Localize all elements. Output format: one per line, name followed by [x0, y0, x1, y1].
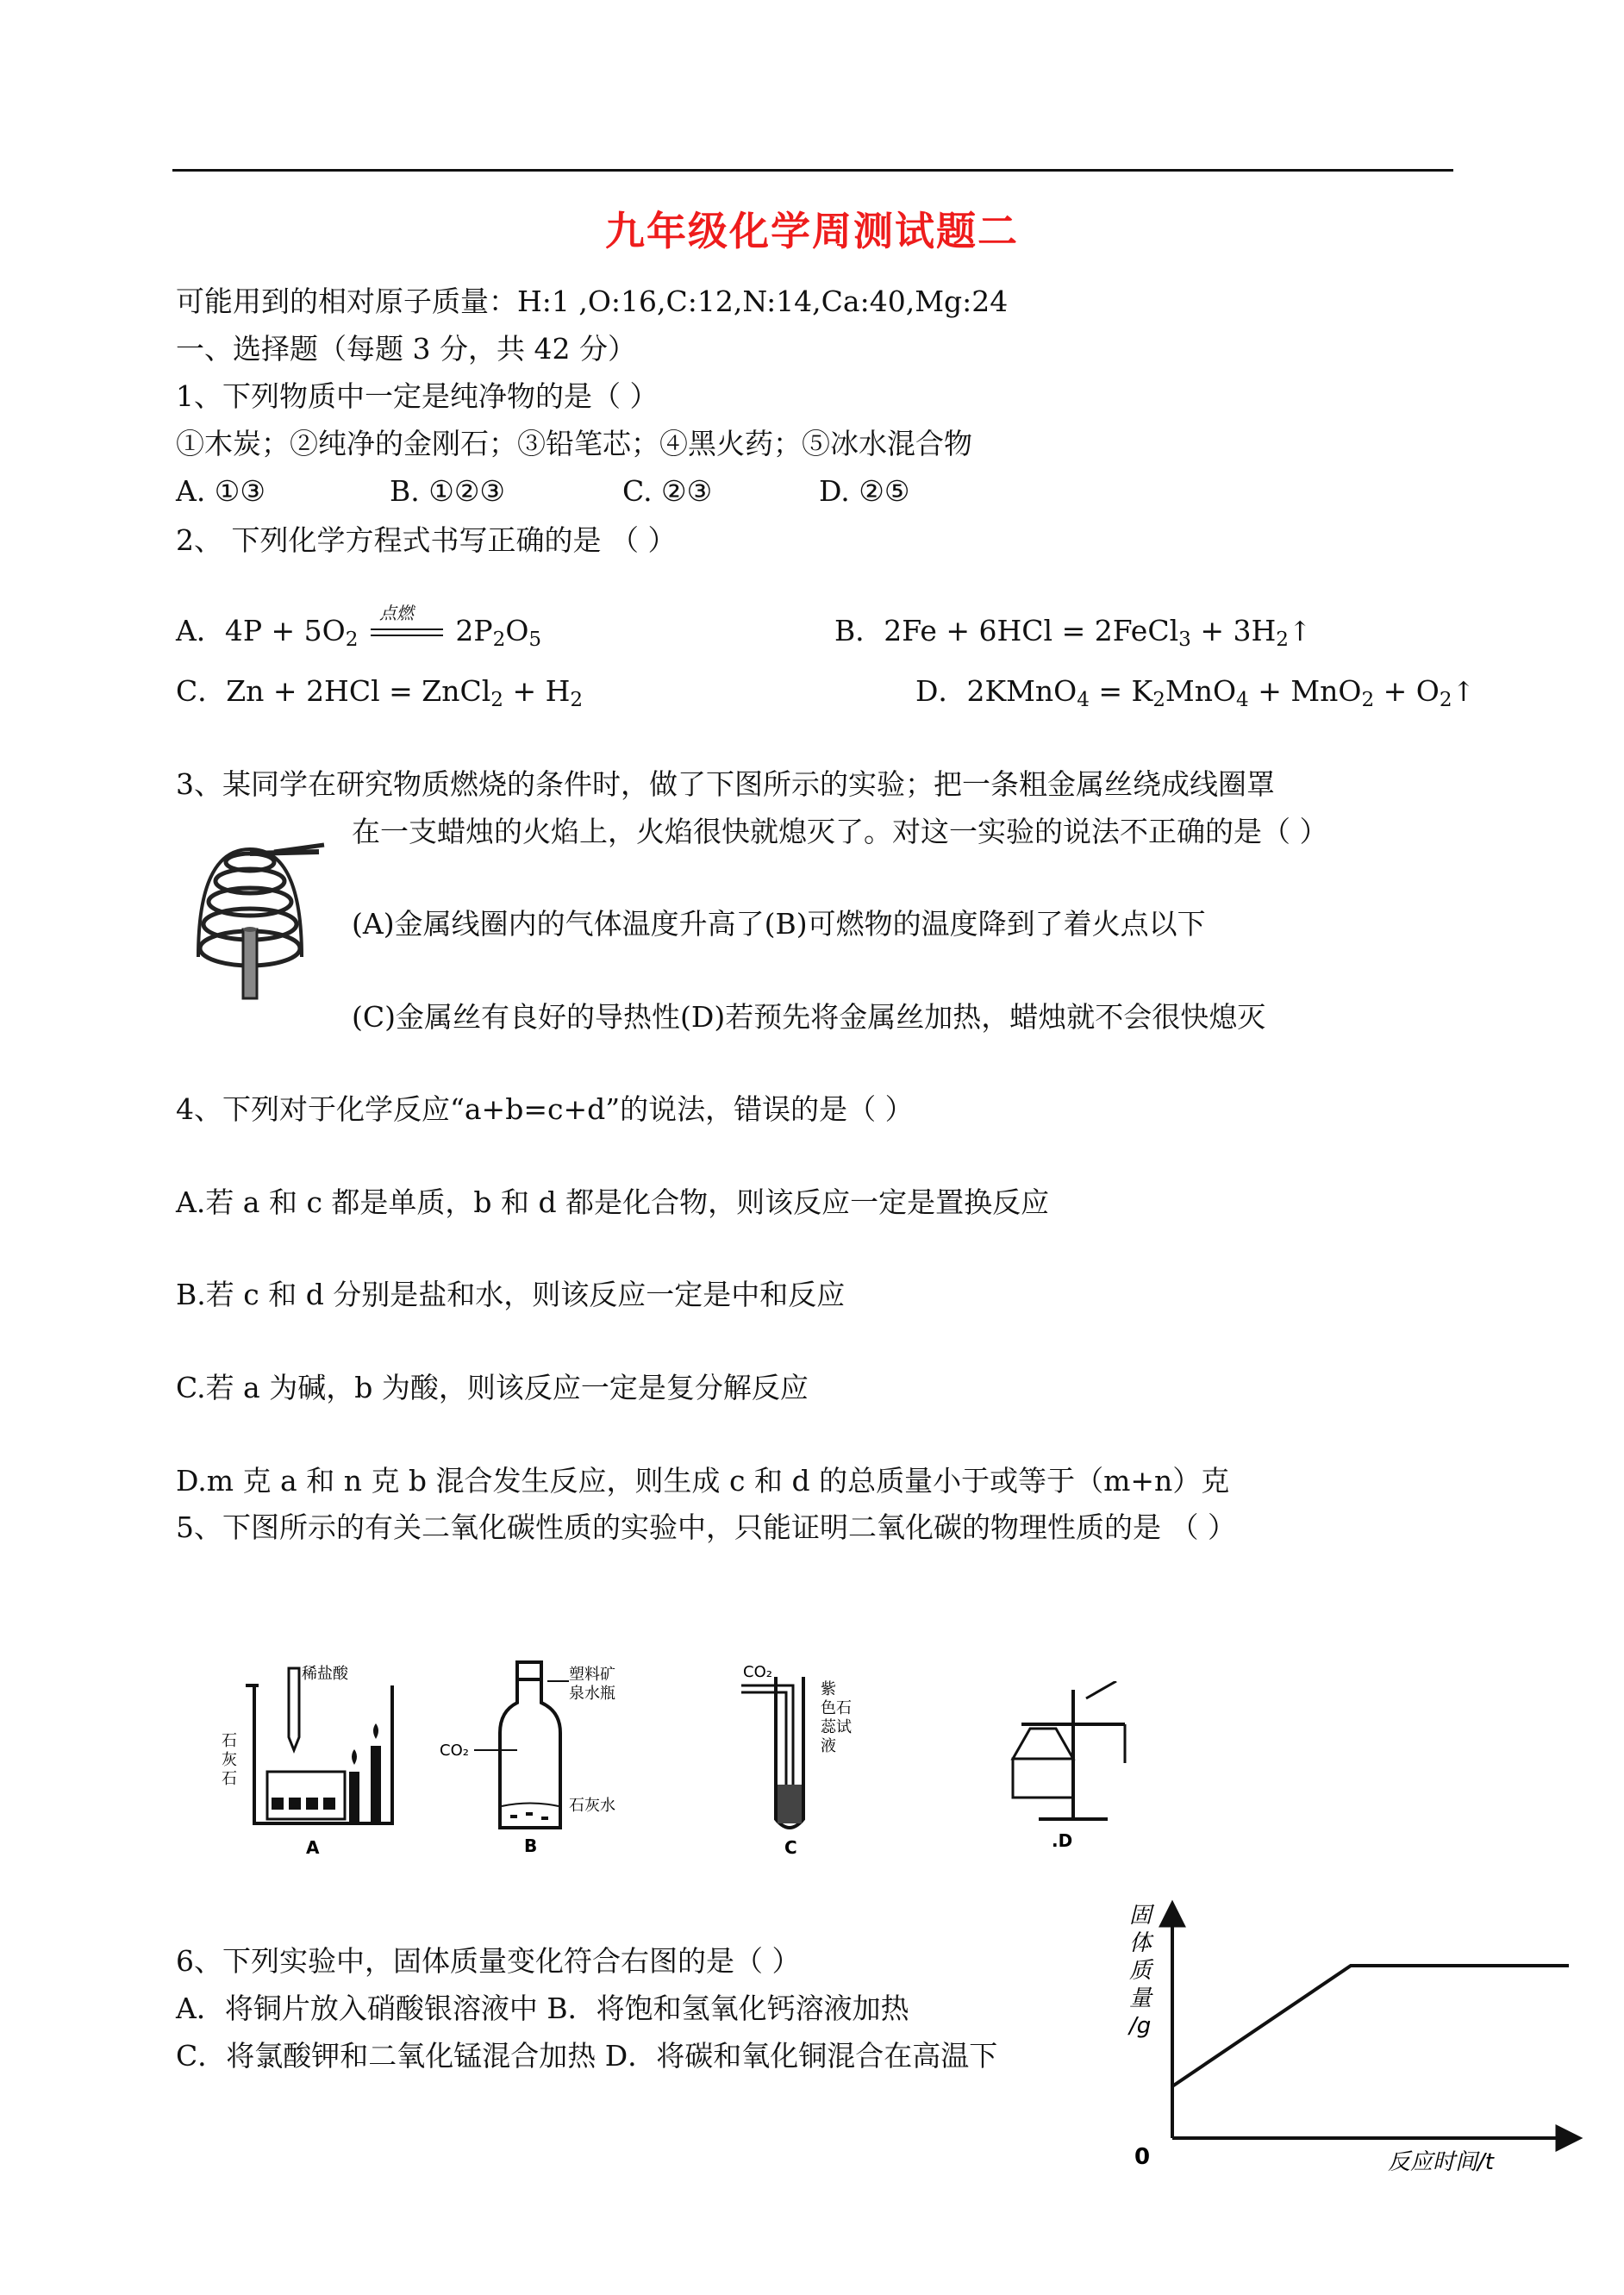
q4-option-d: D.m 克 a 和 n 克 b 混合发生反应，则生成 c 和 d 的总质量小于或等于（m+n）克 — [176, 1464, 1230, 1498]
q4-option-c: C.若 a 为碱，b 为酸，则该反应一定是复分解反应 — [176, 1371, 809, 1404]
q3-options-cd: (C)金属丝有良好的导热性(D)若预先将金属丝加热，蜡烛就不会很快熄灭 — [352, 1000, 1266, 1034]
q1-option-c: C. ②③ — [622, 474, 713, 508]
q6-options-ab: A．将铜片放入硝酸银溶液中 B．将饱和氢氧化钙溶液加热 — [176, 1992, 909, 2025]
section-heading: 一、选择题（每题 3 分，共 42 分） — [176, 332, 636, 366]
page-title: 九年级化学周测试题二 — [605, 208, 1019, 254]
graph-series-line — [1172, 1966, 1569, 2086]
q6-stem: 6、下列实验中，固体质量变化符合右图的是（ ） — [176, 1944, 801, 1978]
fig-a-caption: A — [306, 1837, 320, 1858]
q1-option-d: D. ②⑤ — [819, 474, 910, 508]
fig-b-label-co2: CO₂ — [440, 1742, 469, 1760]
q2-option-c: C．Zn + 2HCl = ZnCl$_2$ + $H_2$ — [176, 674, 584, 711]
header-rule — [172, 169, 1453, 172]
fig-b-label-bottle1: 塑料矿 — [569, 1666, 615, 1684]
q1-option-a: A. ①③ — [176, 474, 265, 508]
q5-figure-d — [1004, 1681, 1142, 1854]
q2-option-b: B．2Fe + 6HCl = 2FeCl$_3$ + $3H_2↑$ — [834, 614, 1312, 651]
q2-option-a-label: A． — [176, 614, 225, 647]
fig-c-caption: C — [784, 1837, 797, 1858]
q2-stem: 2、 下列化学方程式书写正确的是 （ ） — [176, 523, 677, 557]
fig-c-label-litmus: 蕊试 — [821, 1718, 852, 1736]
atomic-mass-note: 可能用到的相对原子质量：H:1 ,O:16,C:12,N:14,Ca:40,Mg:24 — [176, 285, 1009, 318]
q5-figure-b — [440, 1655, 646, 1858]
q6-mass-time-graph — [1112, 1879, 1595, 2173]
graph-ylabel-2: 体 — [1129, 1930, 1152, 1956]
q3-stem-line1: 3、某同学在研究物质燃烧的条件时，做了下图所示的实验；把一条粗金属丝绕成线圈罩 — [176, 767, 1275, 801]
q2-option-d: D．2KMnO$_4$ = $K_2MnO_4 + MnO_2$ + $O_2↑$ — [915, 674, 1475, 711]
condition-label: 点燃 — [378, 603, 414, 623]
graph-ylabel-5: /g — [1129, 2013, 1152, 2039]
q2-option-b-label: B． — [834, 614, 884, 647]
q2-option-a: A．$4P + 5O_2$ 点燃 $2P_2O_5$ — [176, 603, 542, 651]
graph-ylabel-3: 质 — [1129, 1958, 1152, 1984]
fig-c-label-purple: 紫 — [821, 1680, 836, 1698]
q2-option-c-label: C． — [176, 674, 227, 708]
q5-figure-c — [741, 1660, 879, 1858]
fig-d-caption: .D — [1052, 1830, 1073, 1851]
q4-stem: 4、下列对于化学反应“a+b=c+d”的说法，错误的是（ ） — [176, 1092, 914, 1126]
fig-a-label-acid: 稀盐酸 — [302, 1665, 348, 1683]
q3-stem-line2: 在一支蜡烛的火焰上，火焰很快就熄灭了。对这一实验的说法不正确的是（ ） — [352, 815, 1328, 848]
q5-stem: 5、下图所示的有关二氧化碳性质的实验中，只能证明二氧化碳的物理性质的是 （ ） — [176, 1510, 1236, 1544]
q1-items: ①木炭；②纯净的金刚石；③铅笔芯；④黑火药；⑤冰水混合物 — [176, 427, 972, 460]
q6-options-cd: C．将氯酸钾和二氧化锰混合加热 D．将碳和氧化铜混合在高温下 — [176, 2039, 998, 2073]
q4-option-a: A.若 a 和 c 都是单质，b 和 d 都是化合物，则该反应一定是置换反应 — [176, 1185, 1050, 1219]
graph-ylabel-1: 固 — [1129, 1903, 1152, 1929]
q4-option-b: B.若 c 和 d 分别是盐和水，则该反应一定是中和反应 — [176, 1278, 846, 1311]
q1-option-b: B. ①②③ — [390, 474, 505, 508]
q3-options-ab: (A)金属线圈内的气体温度升高了(B)可燃物的温度降到了着火点以下 — [352, 907, 1206, 941]
fig-b-label-bottle2: 泉水瓶 — [569, 1685, 615, 1703]
graph-xlabel: 反应时间/t — [1388, 2149, 1494, 2173]
fig-c-label-liquid: 液 — [821, 1737, 836, 1755]
q2-option-d-label: D． — [915, 674, 967, 708]
fig-a-label-stone2: 石 — [222, 1770, 237, 1788]
fig-b-caption: B — [524, 1835, 538, 1856]
graph-origin: 0 — [1134, 2144, 1151, 2170]
reaction-condition-arrow — [367, 603, 447, 646]
fig-a-label-stone1: 石 — [222, 1732, 237, 1750]
graph-ylabel-4: 量 — [1129, 1985, 1152, 2011]
q1-stem: 1、下列物质中一定是纯净物的是（ ） — [176, 379, 659, 413]
fig-c-label-co2: CO₂ — [743, 1663, 772, 1681]
fig-a-label-ash: 灰 — [222, 1751, 237, 1769]
q5-figure-a — [220, 1660, 409, 1858]
metal-coil-candle-figure — [172, 828, 328, 1009]
fig-b-label-limewater: 石灰水 — [569, 1797, 615, 1815]
fig-c-label-stone: 色石 — [821, 1699, 852, 1717]
